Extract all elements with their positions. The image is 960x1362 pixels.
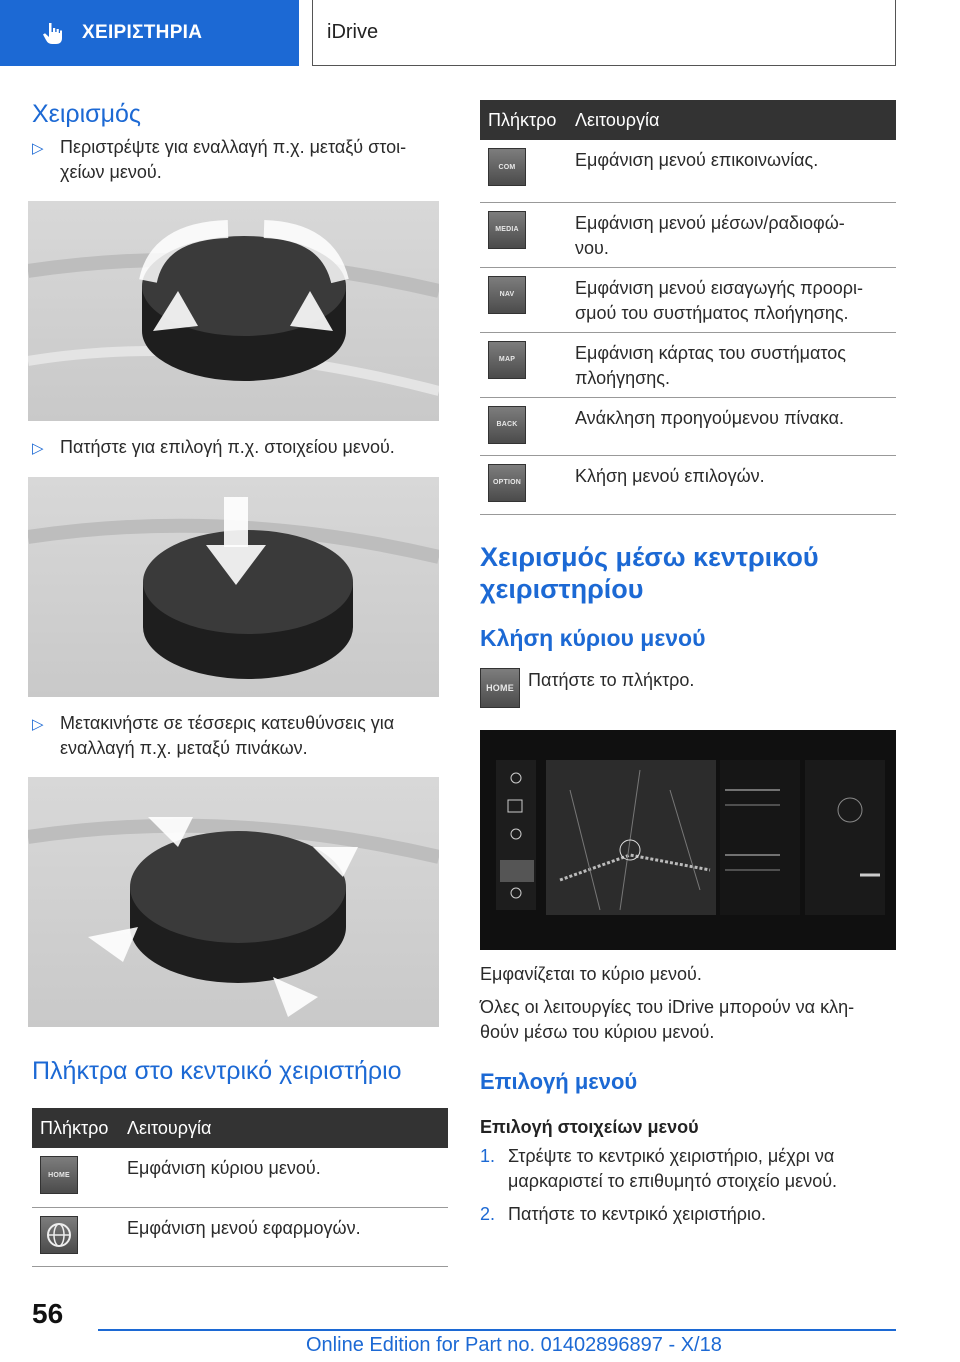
right-keys-table bbox=[480, 100, 896, 515]
apps-globe-key-icon bbox=[40, 1216, 78, 1254]
bullet-text: χείων μενού. bbox=[60, 162, 162, 182]
table-row bbox=[480, 140, 896, 202]
controller-illustration bbox=[28, 777, 439, 1027]
table-row bbox=[480, 202, 896, 267]
option-key-icon: OPTION bbox=[488, 464, 526, 502]
chapter-title: iDrive bbox=[327, 21, 379, 43]
right-column bbox=[480, 100, 896, 1227]
section-title: ΧΕΙΡΙΣΤΗΡΙΑ bbox=[82, 22, 203, 43]
col-function-header: Λειτουργία bbox=[575, 100, 896, 140]
table-row bbox=[32, 1148, 448, 1207]
bullet-text: Μετακινήστε σε τέσσερις κατευθύνσεις για bbox=[60, 713, 395, 733]
left-keys-table bbox=[32, 1108, 448, 1267]
controller-press-image bbox=[28, 477, 439, 697]
media-key-icon: MEDIA bbox=[488, 211, 526, 249]
function-cell: Εμφάνιση κύριου μενού. bbox=[127, 1148, 448, 1207]
triangle-bullet-icon: ▷ bbox=[32, 140, 44, 157]
step-number: 2. bbox=[480, 1203, 496, 1224]
press-key-text: Πατήστε το πλήκτρο. bbox=[528, 669, 695, 690]
all-functions-text: Όλες οι λειτουργίες του iDrive μπορούν να κλη- θούν μέσω του κύριου μενού. bbox=[480, 996, 855, 1042]
table-row bbox=[480, 397, 896, 455]
nav-key-icon: NAV bbox=[488, 276, 526, 314]
controller-move-image bbox=[28, 777, 439, 1027]
bullet-text: Πατήστε για επιλογή π.χ. στοιχείου μενού. bbox=[60, 437, 395, 457]
press-home-row bbox=[480, 668, 896, 708]
function-cell: Εμφάνιση μενού εφαρμογών. bbox=[127, 1207, 448, 1266]
bullet-move bbox=[32, 711, 448, 761]
page-header bbox=[0, 0, 960, 66]
footer-divider bbox=[98, 1329, 896, 1331]
triangle-bullet-icon: ▷ bbox=[32, 716, 44, 733]
table-row bbox=[480, 332, 896, 397]
heading-menu-selection: Επιλογή μενού bbox=[480, 1068, 638, 1094]
com-key-icon: COM bbox=[488, 148, 526, 186]
bullet-text: εναλλαγή π.χ. μεταξύ πινάκων. bbox=[60, 738, 308, 758]
bullet-rotate bbox=[32, 135, 448, 185]
table-header-row bbox=[480, 100, 896, 140]
function-cell: Εμφάνιση κάρτας του συστήματος πλοήγησης. bbox=[575, 332, 896, 397]
controller-illustration bbox=[28, 477, 439, 697]
heading-controller-keys: Πλήκτρα στο κεντρικό χειριστήριο bbox=[32, 1057, 402, 1085]
bullet-press bbox=[32, 435, 448, 461]
step-number: 1. bbox=[480, 1145, 496, 1166]
left-column bbox=[32, 100, 448, 1267]
heading-select-menu-items: Επιλογή στοιχείων μενού bbox=[480, 1116, 699, 1137]
controller-rotate-image bbox=[28, 201, 439, 421]
globe-icon bbox=[45, 1221, 73, 1249]
table-row bbox=[480, 455, 896, 514]
heading-operation: Χειρισμός bbox=[32, 100, 141, 128]
table-row bbox=[480, 267, 896, 332]
heading-call-main-menu: Κλήση κύριου μενού bbox=[480, 624, 706, 651]
function-cell: Ανάκληση προηγούμενου πίνακα. bbox=[575, 397, 896, 455]
list-item: 2. Πατήστε το κεντρικό χειριστήριο. bbox=[480, 1202, 896, 1227]
triangle-bullet-icon: ▷ bbox=[32, 440, 44, 457]
idrive-screen-image bbox=[480, 730, 896, 950]
function-cell: Εμφάνιση μενού εισαγωγής προορι- σμού του συστήματος πλοήγησης. bbox=[575, 267, 896, 332]
main-menu-appears-text: Εμφανίζεται το κύριο μενού. bbox=[480, 963, 702, 984]
home-key-icon: HOME bbox=[40, 1156, 78, 1194]
col-function-header: Λειτουργία bbox=[127, 1108, 448, 1148]
edition-link[interactable]: Online Edition for Part no. 01402896897 - X/18 bbox=[306, 1334, 722, 1356]
table-row bbox=[32, 1207, 448, 1266]
controller-illustration bbox=[28, 201, 439, 421]
bullet-text: Περιστρέψτε για εναλλαγή π.χ. μεταξύ στοι- bbox=[60, 137, 407, 157]
idrive-main-menu-illustration bbox=[480, 730, 896, 950]
table-header-row bbox=[32, 1108, 448, 1148]
col-key-header: Πλήκτρο bbox=[480, 100, 575, 140]
function-cell: Κλήση μενού επιλογών. bbox=[575, 455, 896, 514]
page-number: 56 bbox=[32, 1298, 64, 1329]
function-cell: Εμφάνιση μενού μέσων/ραδιοφώ- νου. bbox=[575, 202, 896, 267]
function-cell: Εμφάνιση μενού επικοινωνίας. bbox=[575, 140, 896, 202]
back-key-icon: BACK bbox=[488, 406, 526, 444]
map-key-icon: MAP bbox=[488, 341, 526, 379]
heading-operation-via-controller: Χειρισμός μέσω κεντρικού χειριστηρίου bbox=[480, 541, 819, 604]
hand-icon bbox=[40, 20, 66, 46]
home-key-icon: HOME bbox=[480, 668, 520, 708]
chapter-box bbox=[312, 0, 896, 66]
list-item: 1. Στρέψτε το κεντρικό χειριστήριο, μέχρι να μαρκαριστεί το επιθυμητό στοιχείο μενού. bbox=[480, 1144, 896, 1194]
section-tab bbox=[0, 0, 299, 66]
col-key-header: Πλήκτρο bbox=[32, 1108, 127, 1148]
